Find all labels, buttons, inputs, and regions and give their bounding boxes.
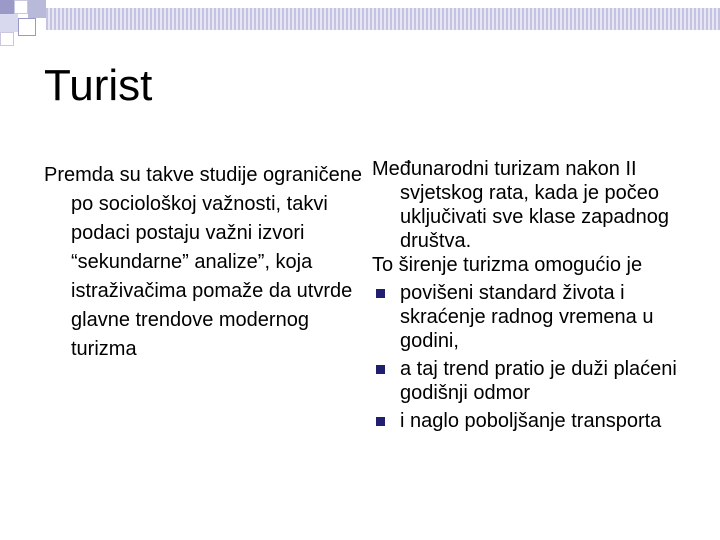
decor-square — [0, 14, 18, 32]
decor-square — [18, 18, 36, 36]
square-bullet-icon — [376, 365, 385, 374]
list-item — [372, 357, 702, 405]
header-stripe — [46, 8, 720, 30]
decor-square — [0, 0, 14, 14]
square-bullet-icon — [376, 417, 385, 426]
bullet-text: povišeni standard života i skraćenje radnog vremena u godini, — [400, 282, 654, 352]
bullet-text: a taj trend pratio je duži plaćeni godišnji odmor — [400, 358, 677, 404]
decor-square — [28, 0, 46, 18]
bullet-list — [372, 281, 702, 433]
right-paragraph-2: To širenje turizma omogućio je — [372, 254, 643, 276]
square-bullet-icon — [376, 289, 385, 298]
list-item — [372, 281, 702, 353]
decor-square — [14, 0, 28, 14]
right-column — [372, 157, 702, 437]
bullet-text: i naglo poboljšanje transporta — [400, 410, 662, 432]
slide-title: Turist — [44, 61, 153, 110]
list-item — [372, 409, 702, 433]
right-paragraph-1: Međunarodni turizam nakon II svjetskog rata, kada je počeo uključivati sve klase zapadnog društva. — [372, 158, 670, 252]
left-paragraph: Premda su takve studije ograničene po sociološkoj važnosti, takvi podaci postaju važni izvori “sekundarne” analize”, koja istraživačima pomaže da utvrde glavne trendove modernog turizma — [44, 164, 362, 360]
decor-square — [0, 32, 14, 46]
left-column — [44, 161, 362, 364]
